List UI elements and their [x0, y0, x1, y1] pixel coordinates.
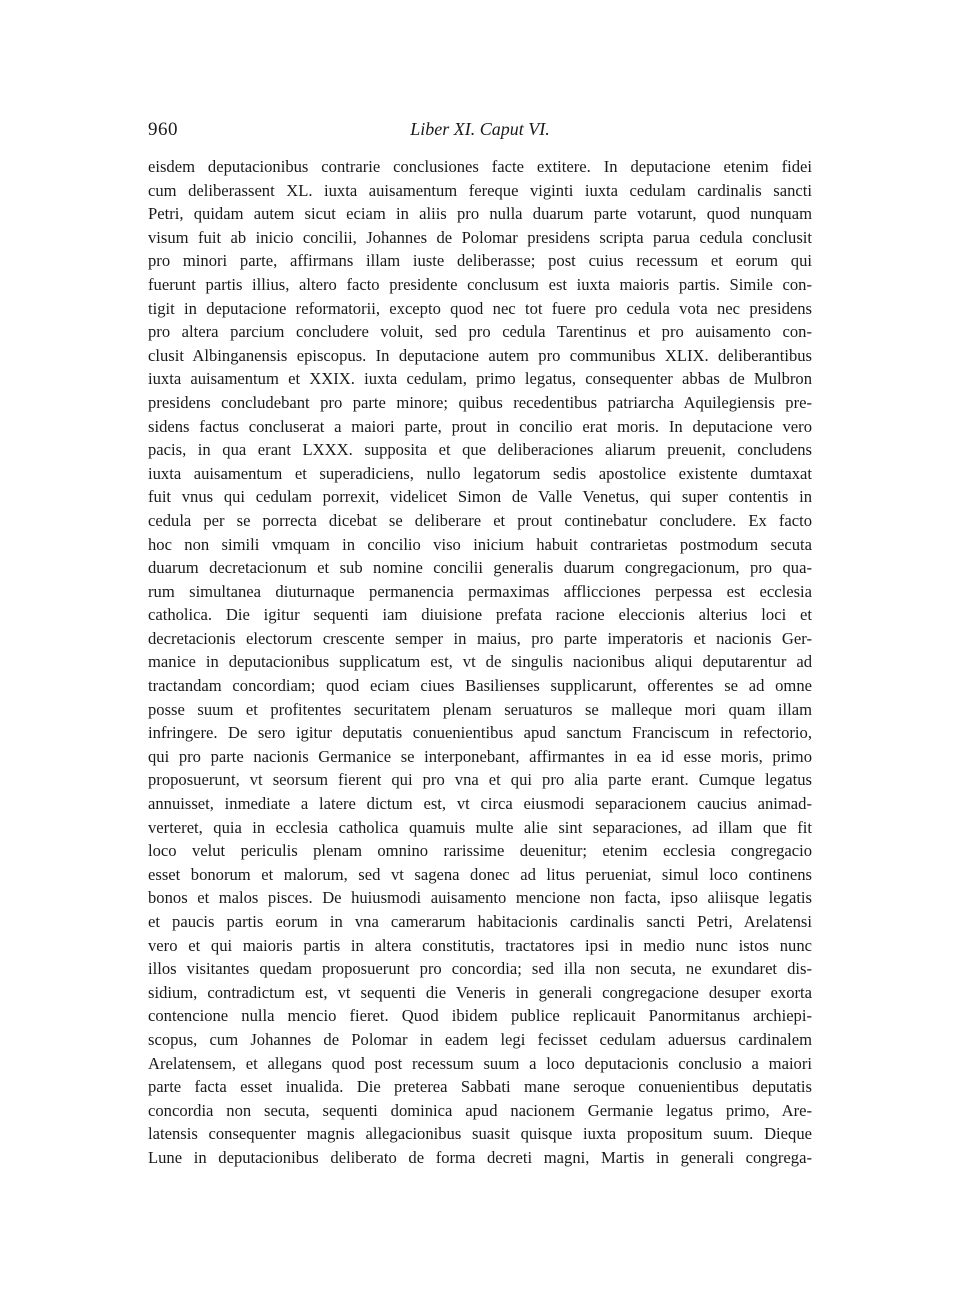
text-line: Lune in deputacionibus deliberato de forma decreti magni, Martis in generali congrega-	[148, 1147, 812, 1167]
body-text	[148, 155, 812, 1170]
text-line: illos visitantes quedam proposuerunt pro concordia; sed illa non secuta, ne exundaret dis-	[148, 959, 812, 979]
running-head	[148, 119, 812, 143]
text-line: parte facta esset inualida. Die preterea Sabbati mane seroque conuenientibus deputatis	[148, 1077, 812, 1097]
text-line: concordia non secuta, sequenti dominica apud nacionem Germanie legatus primo, Are-	[148, 1100, 812, 1120]
text-line: annuisset, inmediate a latere dictum est, vt circa eiusmodi separacionem caucius animad-	[148, 794, 812, 814]
running-title: Liber XI. Caput VI.	[410, 119, 550, 139]
text-line: et paucis partis eorum in vna camerarum habitacionis cardinalis sancti Petri, Arelatensi	[148, 912, 812, 931]
text-line: hoc non simili vmquam in concilio viso inicium habuit contrarietas postmodum secuta	[148, 534, 812, 554]
text-line: Arelatensem, et allegans quod post recessum suum a loco deputacionis conclusio a maiori	[148, 1053, 812, 1073]
text-line: latensis consequenter magnis allegacionibus suasit quisque iuxta propositum suum. Dieque	[148, 1124, 812, 1144]
text-line: pro minori parte, affirmans illam iuste deliberasse; post cuius recessum et eorum qui	[148, 251, 812, 271]
text-line: sidens factus concluserat a maiori parte, prout in concilio erat moris. In deputacione vero	[148, 416, 812, 436]
text-line: visum fuit ab inicio concilii, Johannes de Polomar presidens scripta parua cedula conclusit	[148, 227, 812, 247]
text-line: proposuerunt, vt seorsum fierent qui pro vna et qui pro alia parte erant. Cumque legatus	[148, 770, 812, 790]
text-line: presidens concludebant pro parte minore; quibus recedentibus patriarcha Aquilegiensis pre-	[148, 392, 812, 412]
text-line: eisdem deputacionibus contrarie conclusiones facte extitere. In deputacione etenim fidei	[148, 157, 812, 176]
text-line: cum deliberassent XL. iuxta auisamentum fereque viginti iuxta cedulam cardinalis sancti	[148, 180, 812, 200]
text-line: sidium, contradictum est, vt sequenti die Veneris in generali congregacione desuper exorta	[148, 982, 812, 1002]
text-line: fuerunt partis illius, altero facto presidente conclusum est iuxta maioris partis. Simile con-	[148, 274, 812, 294]
text-line: fuit vnus qui cedulam porrexit, videlicet Simon de Valle Venetus, qui super contentis in	[148, 487, 812, 507]
text-line: qui pro parte nacionis Germanice se interponebant, affirmantes in ea id esse moris, primo	[148, 746, 812, 766]
text-line: tractandam concordiam; quod eciam ciues Basilienses supplicarunt, offerentes se ad omne	[148, 676, 812, 696]
text-line: Petri, quidam autem sicut eciam in aliis pro nulla duarum parte votarunt, quod nunquam	[148, 204, 812, 224]
text-line: infringere. De sero igitur deputatis conuenientibus apud sanctum Franciscum in refectorio,	[148, 723, 812, 743]
text-line: pacis, in qua erant LXXX. supposita et que deliberaciones aliarum preuenit, concludens	[148, 440, 812, 460]
text-line: clusit Albinganensis episcopus. In deputacione autem pro communibus XLIX. deliberantibus	[148, 345, 812, 365]
text-line: tigit in deputacione reformatorii, excepto quod nec tot fuere pro cedula vota nec presidens	[148, 298, 812, 318]
text-line: catholica. Die igitur sequenti iam diuisione prefata racione eleccionis alterius loci et	[148, 605, 812, 625]
text-line: rum simultanea diuturnaque permanencia permaximas afflicciones perpessa est ecclesia	[148, 581, 812, 601]
page-number: 960	[148, 119, 178, 140]
text-line: vero et qui maioris partis in altera constitutis, tractatores ipsi in medio nunc istos nunc	[148, 935, 812, 955]
text-line: pro altera parcium concludere voluit, sed pro cedula Tarentinus et pro auisamento con-	[148, 322, 812, 342]
text-line: esset bonorum et malorum, sed vt sagena donec ad litus perueniat, simul loco continens	[148, 864, 812, 884]
text-line: manice in deputacionibus supplicatum est, vt de singulis nacionibus aliqui deputarentur ad	[148, 652, 812, 672]
text-line: duarum decretacionum et sub nomine concilii generalis duarum congregacionum, pro qua-	[148, 558, 812, 578]
text-line: cedula per se porrecta dicebat se deliberare et prout continebatur concludere. Ex facto	[148, 510, 812, 530]
text-line: verteret, quia in ecclesia catholica quamuis multe alie sint separaciones, ad illam que fit	[148, 817, 812, 837]
text-line: scopus, cum Johannes de Polomar in eadem legi fecisset cedulam aduersus cardinalem	[148, 1029, 812, 1049]
text-line: contencione nulla mencio fieret. Quod ibidem publice replicauit Panormitanus archiepi-	[148, 1006, 812, 1026]
text-line: iuxta auisamentum et XXIX. iuxta cedulam, primo legatus, consequenter abbas de Mulbron	[148, 369, 812, 389]
text-line: iuxta auisamentum et superadiciens, nullo legatorum sedis apostolice existente dumtaxat	[148, 463, 812, 483]
text-line: posse suum et profitentes securitatem plenam seruaturos se malleque mori quam illam	[148, 699, 812, 719]
text-line: decretacionis electorum crescente semper in maius, pro parte imperatoris et nacionis Ger-	[148, 628, 812, 648]
text-line: loco velut periculis plenam omnino rarissime deuenitur; etenim ecclesia congregacio	[148, 841, 812, 861]
text-line: bonos et malos pisces. De huiusmodi auisamento mencione non facta, ipso aliisque legatis	[148, 888, 812, 908]
